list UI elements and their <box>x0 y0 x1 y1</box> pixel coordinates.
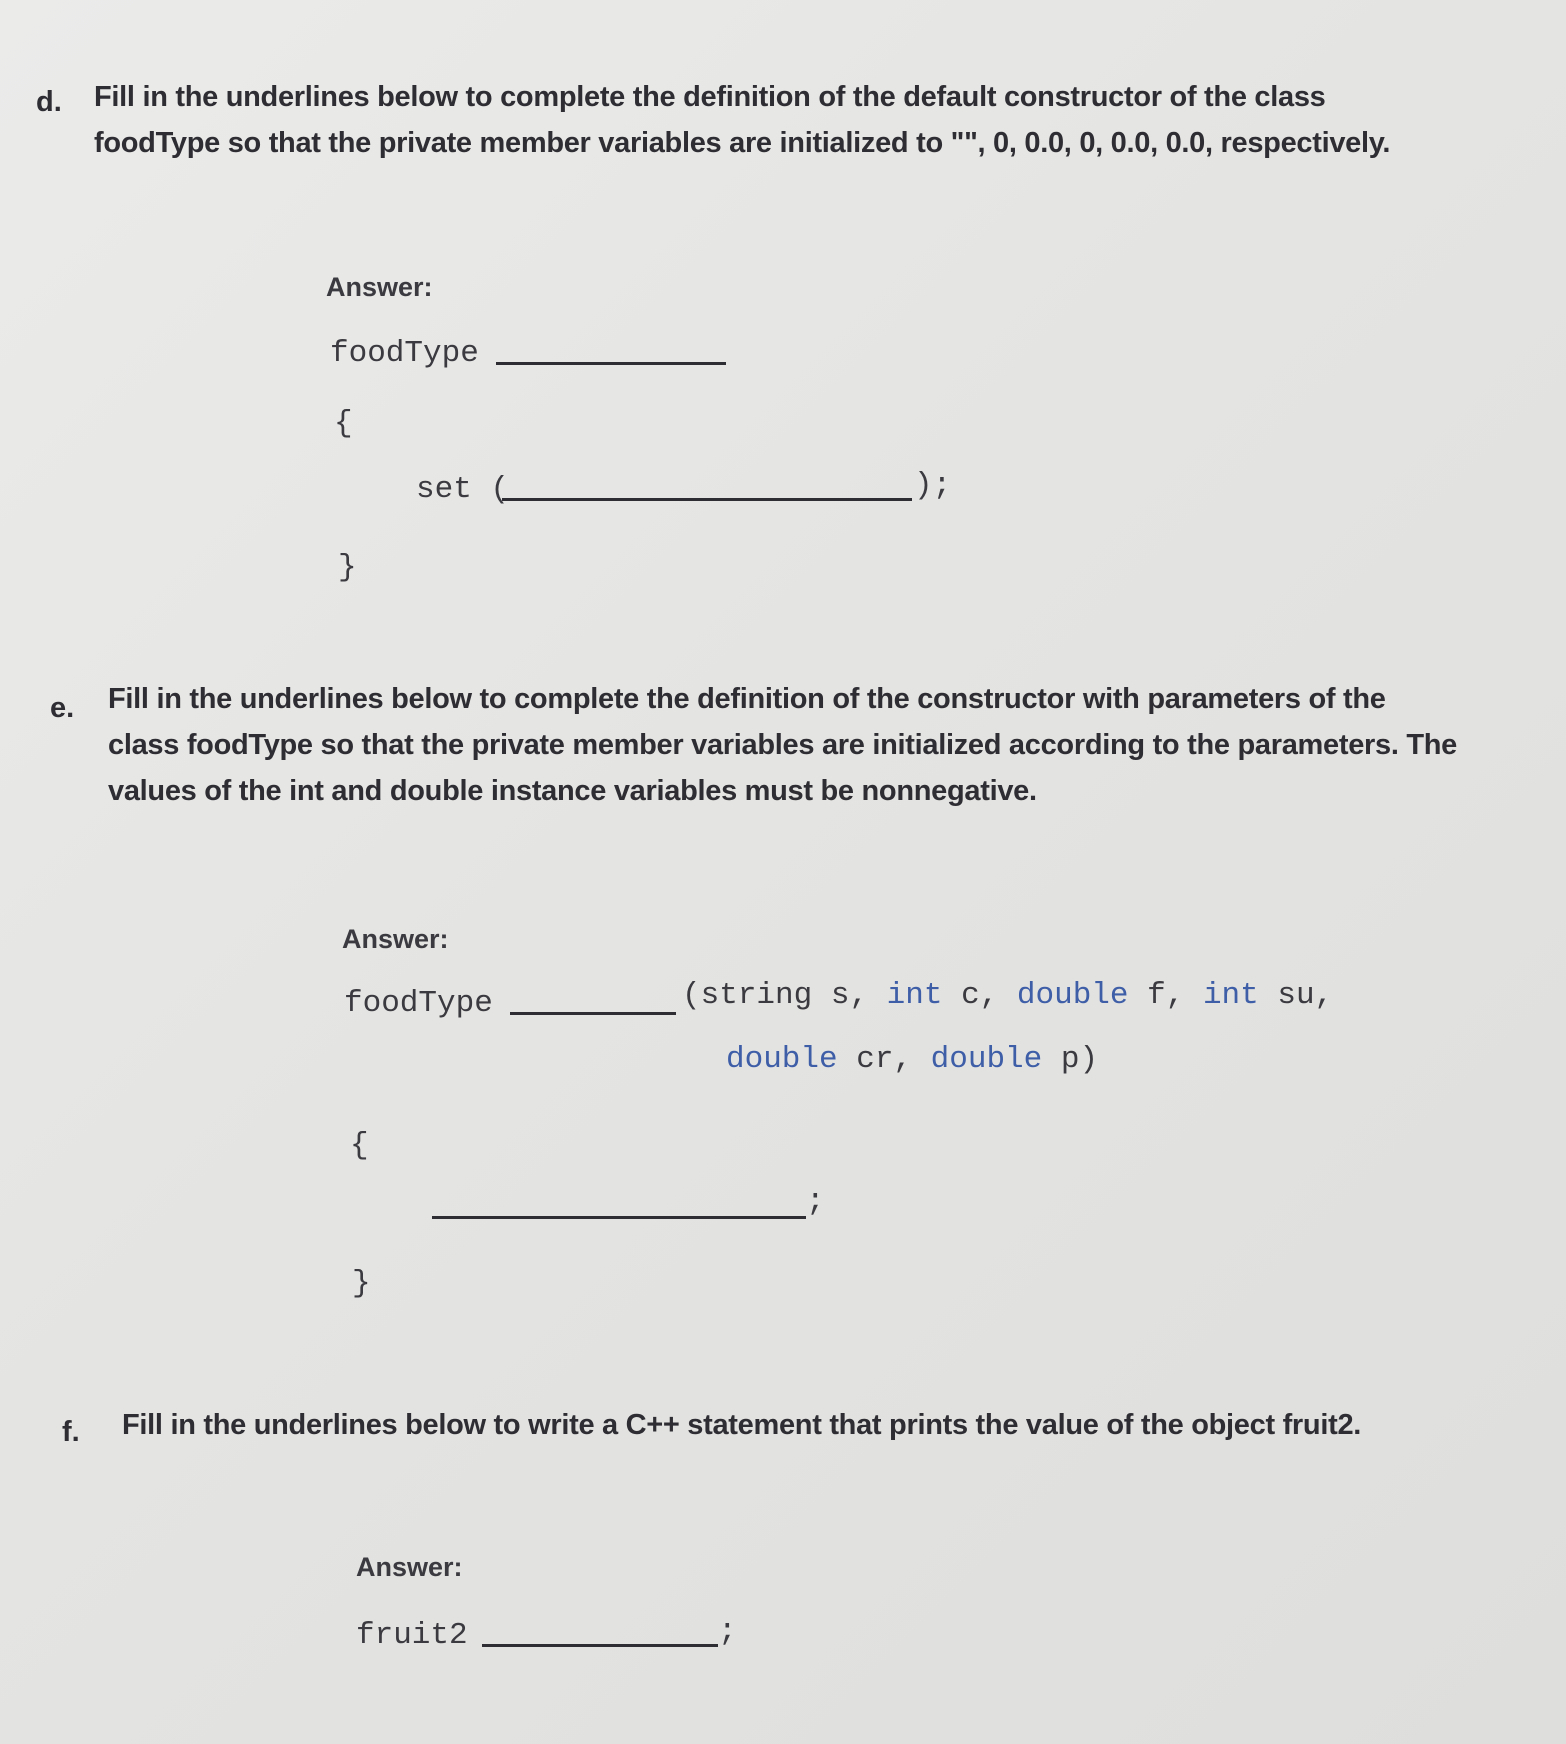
question-e-constructor-name: foodType <box>344 986 493 1021</box>
params-open: ( <box>682 978 701 1013</box>
question-d-line-2: foodType so that the private member variables are initialized to "", 0, 0.0, 0, 0.0, 0.0, respectively. <box>94 127 1391 159</box>
question-d-answer-label: Answer: <box>326 272 433 302</box>
question-f-letter: f. <box>62 1416 80 1448</box>
question-e-text <box>108 676 1457 814</box>
question-e-close-brace: } <box>352 1266 371 1301</box>
question-f-line-1: Fill in the underlines below to write a C++ statement that prints the value of the object fruit2. <box>122 1409 1362 1441</box>
question-e-line-1: Fill in the underlines below to complete the definition of the constructor with parameters of the <box>108 683 1386 715</box>
param-type-string: string <box>700 978 813 1013</box>
question-f-statement-end: ; <box>718 1614 737 1649</box>
question-e-params-line-1 <box>682 978 1333 1013</box>
question-d-set-call: set ( <box>416 472 510 507</box>
param-f: f, <box>1128 978 1203 1013</box>
question-e-name-blank[interactable] <box>510 1012 676 1015</box>
question-d-line-1: Fill in the underlines below to complete the definition of the default constructor of the class <box>94 81 1326 113</box>
param-s: s, <box>812 978 887 1013</box>
question-e-statement-end: ; <box>806 1184 825 1219</box>
question-e-statement-blank[interactable] <box>432 1216 806 1219</box>
question-d-text <box>94 74 1390 166</box>
param-type-int-1: int <box>886 978 943 1013</box>
param-type-double-2: double <box>726 1042 838 1077</box>
question-d-set-end: ); <box>914 468 952 503</box>
param-p: p) <box>1042 1042 1099 1077</box>
question-d-open-brace: { <box>334 406 353 441</box>
param-type-double-1: double <box>1016 978 1129 1013</box>
param-type-double-3: double <box>930 1042 1043 1077</box>
question-e-params-line-2 <box>726 1042 1098 1077</box>
param-cr: cr, <box>837 1042 931 1077</box>
param-type-int-2: int <box>1202 978 1259 1013</box>
question-f-answer-label: Answer: <box>356 1552 463 1582</box>
question-f-statement-blank[interactable] <box>482 1644 718 1647</box>
question-d-constructor-name: foodType <box>330 336 479 371</box>
question-e-letter: e. <box>50 692 75 724</box>
question-e-line-3: values of the int and double instance variables must be nonnegative. <box>108 775 1037 807</box>
question-d-set-args-blank[interactable] <box>502 498 912 501</box>
question-d-name-blank[interactable] <box>496 362 726 365</box>
question-d-close-brace: } <box>338 550 357 585</box>
question-f-object-name: fruit2 <box>356 1618 468 1653</box>
question-f-text <box>122 1402 1361 1448</box>
param-c: c, <box>942 978 1017 1013</box>
question-e-open-brace: { <box>350 1128 369 1163</box>
question-e-answer-label: Answer: <box>342 924 449 954</box>
question-d-letter: d. <box>36 86 62 118</box>
question-e-line-2: class foodType so that the private member variables are initialized according to the parameters. The <box>108 729 1458 761</box>
param-su: su, <box>1258 978 1334 1013</box>
